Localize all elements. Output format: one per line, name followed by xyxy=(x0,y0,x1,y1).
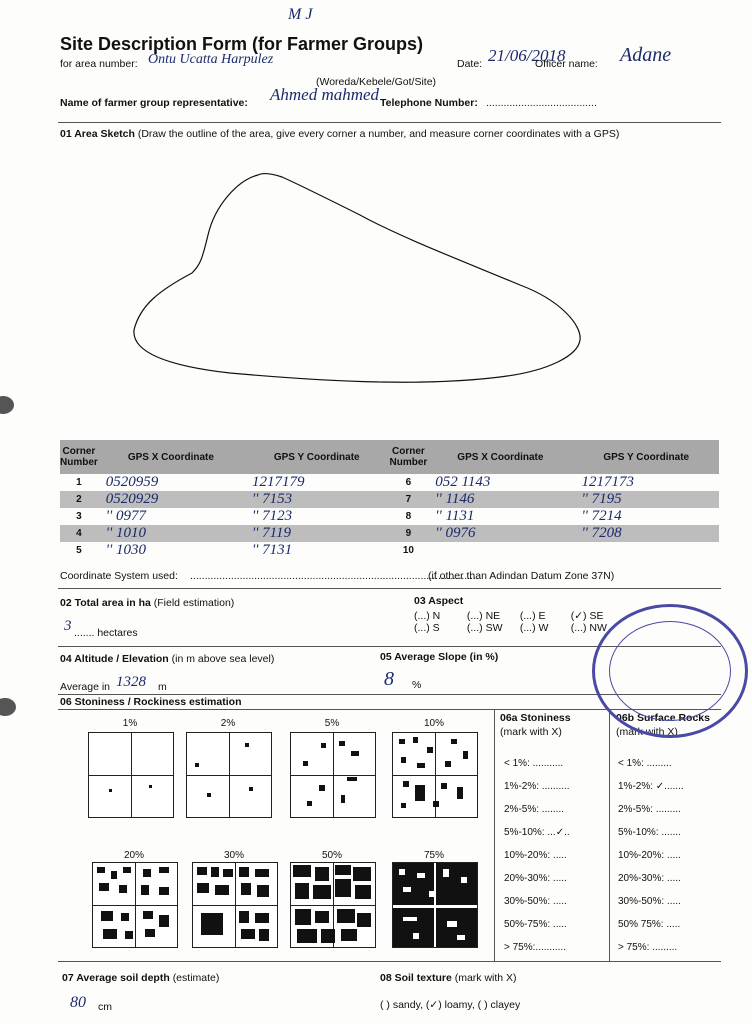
stoniness-grid-5 xyxy=(290,732,376,818)
stoniness-class[interactable]: < 1%: ........... xyxy=(504,758,564,769)
total-area-header: 02 Total area in ha (Field estimation) xyxy=(60,597,235,609)
surface-rock-class[interactable]: > 75%: ......... xyxy=(618,942,678,953)
stoniness-class[interactable]: 5%-10%: ...✓.. xyxy=(504,827,570,838)
punch-hole xyxy=(0,396,14,414)
header-gps-y: GPS Y Coordinate xyxy=(244,440,390,474)
stoniness-col-b-title: 06b Surface Rocks xyxy=(616,712,710,724)
sketch-instruction: (Draw the outline of the area, give every corner a number, and measure corner coordinates with a GPS) xyxy=(137,128,620,140)
grid-label-75: 75% xyxy=(423,850,444,861)
aspect-e[interactable]: (...) E xyxy=(519,610,546,622)
stoniness-grid-10 xyxy=(392,732,478,818)
stoniness-grid-2 xyxy=(186,732,272,818)
stoniness-grid-1 xyxy=(88,732,174,818)
aspect-sw[interactable]: (...) SW xyxy=(466,622,503,634)
stoniness-class[interactable]: > 75%:........... xyxy=(504,942,566,953)
aspect-nw[interactable]: (...) NW xyxy=(570,622,607,634)
stoniness-class[interactable]: 30%-50%: ..... xyxy=(504,896,567,907)
area-sketch-outline xyxy=(120,165,590,390)
altitude-prefix: Average in xyxy=(60,681,111,693)
surface-rock-class[interactable]: 10%-20%: ..... xyxy=(618,850,681,861)
table-row: 5 '' 1030 '' 7131 10 xyxy=(76,542,414,558)
stoniness-col-a-title: 06a Stoniness xyxy=(500,712,571,724)
total-area-unit: ....... hectares xyxy=(74,627,138,639)
aspect-w[interactable]: (...) W xyxy=(519,622,549,634)
stoniness-class[interactable]: 1%-2%: .......... xyxy=(504,781,570,792)
header-gps-x: GPS X Coordinate xyxy=(98,440,244,474)
grid-label-30: 30% xyxy=(223,850,244,861)
official-stamp-ring xyxy=(609,621,731,721)
surface-rock-class[interactable]: 5%-10%: ....... xyxy=(618,827,681,838)
stoniness-grid-30 xyxy=(192,862,278,948)
surface-rock-class[interactable]: < 1%: ......... xyxy=(618,758,672,769)
phone-field: ...................................... xyxy=(486,97,597,109)
stoniness-class[interactable]: 10%-20%: ..... xyxy=(504,850,567,861)
surface-rock-class[interactable]: 1%-2%: ✓....... xyxy=(618,781,684,792)
coord-system-field: ................................................................................................... xyxy=(190,570,479,582)
grid-label-50: 50% xyxy=(321,850,342,861)
form-title: Site Description Form (for Farmer Groups) xyxy=(60,34,424,54)
soil-texture-options[interactable]: ( ) sandy, (✓) loamy, ( ) clayey xyxy=(380,999,521,1011)
aspect-se[interactable]: (✓) SE xyxy=(570,610,604,622)
table-row: 4 '' 1010 '' 7119 9 '' 0976 '' 7208 xyxy=(60,525,719,542)
stoniness-label: 06 Stoniness / Rockiness estimation xyxy=(60,696,242,708)
date-value: 21/06/2018 xyxy=(488,46,566,65)
surface-rock-class[interactable]: 30%-50%: ..... xyxy=(618,896,681,907)
header-gps-y-2: GPS Y Coordinate xyxy=(573,440,719,474)
table-row: 3 '' 0977 '' 7123 8 '' 1131 '' 7214 xyxy=(76,508,622,524)
stoniness-class[interactable]: 20%-30%: ..... xyxy=(504,873,567,884)
soil-depth-unit: cm xyxy=(98,1001,112,1013)
coord-system-label: Coordinate System used: xyxy=(60,570,178,582)
aspect-label: 03 Aspect xyxy=(414,595,464,607)
aspect-ne[interactable]: (...) NE xyxy=(466,610,501,622)
coord-system-note: (if other than Adindan Datum Zone 37N) xyxy=(428,570,615,582)
grid-label-1: 1% xyxy=(122,718,138,729)
slope-value: 8 xyxy=(384,668,394,690)
slope-unit: % xyxy=(412,679,422,691)
rep-label: Name of farmer group representative: xyxy=(60,97,248,109)
stoniness-class[interactable]: 50%-75%: ..... xyxy=(504,919,567,930)
initials: M J xyxy=(288,6,313,23)
header-corner-number: Corner Number xyxy=(60,440,98,474)
altitude-header: 04 Altitude / Elevation (in m above sea level) xyxy=(60,653,275,665)
stoniness-grid-20 xyxy=(92,862,178,948)
punch-hole xyxy=(0,698,16,716)
grid-label-2: 2% xyxy=(220,718,236,729)
surface-rock-class[interactable]: 20%-30%: ..... xyxy=(618,873,681,884)
aspect-s[interactable]: (...) S xyxy=(414,622,440,634)
table-row: 2 0520929 '' 7153 7 '' 1146 '' 7195 xyxy=(60,491,719,508)
area-value: Ontu Ucatta Harpulez xyxy=(148,52,274,67)
officer-value: Adane xyxy=(620,44,672,66)
total-area-value: 3 xyxy=(64,618,72,634)
stoniness-class-list xyxy=(504,752,606,959)
soil-depth-value: 80 xyxy=(70,994,86,1011)
slope-label: 05 Average Slope (in %) xyxy=(380,651,499,663)
table-row: 1 0520959 1217179 6 052 1143 1217173 xyxy=(76,474,634,490)
phone-label: Telephone Number: xyxy=(380,97,478,109)
grid-label-5: 5% xyxy=(324,718,340,729)
header-gps-x-2: GPS X Coordinate xyxy=(427,440,573,474)
gps-table xyxy=(60,440,719,559)
official-stamp xyxy=(592,604,748,738)
soil-depth-header: 07 Average soil depth (estimate) xyxy=(62,972,220,984)
date-label: Date: xyxy=(457,58,483,70)
altitude-unit: m xyxy=(158,681,167,693)
grid-label-20: 20% xyxy=(123,850,144,861)
rep-value: Ahmed mahmed xyxy=(270,85,380,104)
stoniness-class[interactable]: 2%-5%: ........ xyxy=(504,804,565,815)
stoniness-col-b-hint: (mark with X) xyxy=(616,726,678,738)
surface-rock-class[interactable]: 50% 75%: ..... xyxy=(618,919,681,930)
surface-rock-class[interactable]: 2%-5%: ......... xyxy=(618,804,681,815)
officer-label: Officer name: xyxy=(535,58,598,70)
aspect-options xyxy=(414,610,614,634)
area-label: for area number: xyxy=(60,58,138,70)
stoniness-grid-50 xyxy=(290,862,376,948)
woreda-hint: (Woreda/Kebele/Got/Site) xyxy=(316,76,437,88)
stoniness-grid-75 xyxy=(392,862,478,948)
sketch-label: 01 Area Sketch xyxy=(60,128,135,140)
soil-texture-header: 08 Soil texture (mark with X) xyxy=(380,972,517,984)
sketch-header xyxy=(60,128,619,140)
grid-label-10: 10% xyxy=(423,718,444,729)
header-corner-number-2: Corner Number xyxy=(389,440,427,474)
altitude-value: 1328 xyxy=(116,674,146,690)
aspect-n[interactable]: (...) N xyxy=(414,610,441,622)
stoniness-col-a-hint: (mark with X) xyxy=(500,726,562,738)
surface-rock-class-list xyxy=(618,752,728,959)
